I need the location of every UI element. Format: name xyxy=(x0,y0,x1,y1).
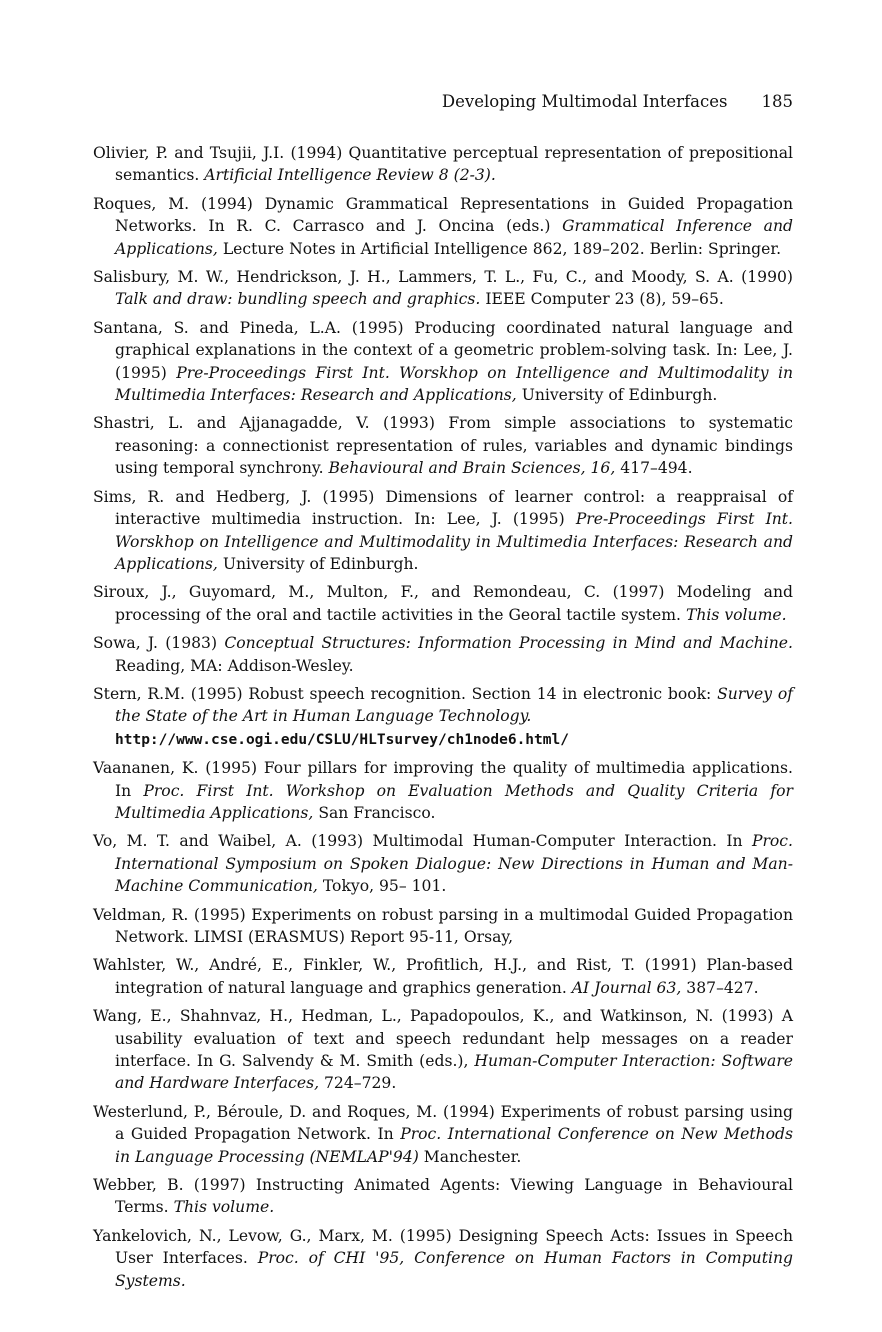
reference-text: Olivier, P. and Tsujii, J.I. (1994) Quantitative perceptual representation of prepositional semantics. xyxy=(93,144,793,185)
reference-title: Proc. of CHI '95, Conference on Human Factors in Computing Systems. xyxy=(115,1249,793,1290)
reference-url-link[interactable]: http://www.cse.ogi.edu/CSLU/HLTsurvey/ch1node6.html/ xyxy=(115,731,569,748)
reference-text: Yankelovich, N., Levow, G., Marx, M. (1995) Designing Speech Acts: Issues in Speech User Interfaces. xyxy=(93,1226,793,1268)
reference-text: Siroux, J., Guyomard, M., Multon, F., and Remondeau, C. (1997) Modeling and processing of the oral and tactile activities in the Georal tactile system. xyxy=(93,583,793,624)
reference-text-tail: Reading, MA: Addison-Wesley. xyxy=(115,656,354,675)
reference-list xyxy=(93,142,793,1298)
reference-text-tail: San Francisco. xyxy=(313,803,436,822)
reference-title: Proc. International Symposium on Spoken Dialogue: New Directions in Human and Man-Machine Communication, xyxy=(115,832,793,896)
reference-text: Veldman, R. (1995) Experiments on robust parsing in a multimodal Guided Propagation Network. LIMSI (ERASMUS) Report 95-11, Orsay, xyxy=(93,905,793,946)
reference-text: Stern, R.M. (1995) Robust speech recognition. Section 14 in electronic book: xyxy=(93,684,718,703)
reference-title: Proc. International Conference on New Methods in Language Processing (NEMLAP'94) xyxy=(115,1125,793,1166)
reference-text: Westerlund, P., Béroule, D. and Roques, M. (1994) Experiments of robust parsing using a Guided Propagation Network. In xyxy=(93,1102,793,1144)
reference-title: Artificial Intelligence Review 8 (2-3). xyxy=(204,166,496,185)
reference-text: Vo, M. T. and Waibel, A. (1993) Multimodal Human-Computer Interaction. In xyxy=(93,832,752,851)
reference-entry xyxy=(93,683,793,751)
reference-text: Webber, B. (1997) Instructing Animated Agents: Viewing Language in Behavioural Terms. xyxy=(93,1176,793,1217)
reference-title: Proc. First Int. Workshop on Evaluation Methods and Quality Criteria for Multimedia Applications, xyxy=(115,781,793,822)
running-title: Developing Multimodal Interfaces xyxy=(441,92,728,111)
reference-entry xyxy=(93,757,793,824)
reference-text: Sims, R. and Hedberg, J. (1995) Dimensions of learner control: a reappraisal of interactive multimedia instruction. In: Lee, J. (1995) xyxy=(93,487,793,529)
reference-title: Pre-Proceedings First Int. Worskhop on Intelligence and Multimodality in Multimedia Interfaces: Research and Applications, xyxy=(115,363,793,405)
reference-entry xyxy=(93,581,793,626)
reference-entry xyxy=(93,1174,793,1219)
reference-entry xyxy=(93,193,793,260)
reference-title: AI Journal 63, xyxy=(571,978,682,997)
reference-text: Sowa, J. (1983) xyxy=(93,634,225,653)
reference-text: Vaananen, K. (1995) Four pillars for improving the quality of multimedia applications. In xyxy=(93,759,793,800)
reference-entry xyxy=(93,266,793,311)
reference-text: Salisbury, M. W., Hendrickson, J. H., Lammers, T. L., Fu, C., and Moody, S. A. (1990) xyxy=(93,268,793,287)
reference-entry xyxy=(93,142,793,187)
reference-text: Wahlster, W., André, E., Finkler, W., Profitlich, H.J., and Rist, T. (1991) Plan-based integration of natural language and graphics generation. xyxy=(93,956,793,997)
reference-entry xyxy=(93,904,793,949)
reference-title: Pre-Proceedings First Int. Worskhop on Intelligence and Multimodality in Multimedia Interfaces: Research and Applications, xyxy=(115,510,793,573)
page-header xyxy=(420,92,793,111)
reference-entry xyxy=(93,632,793,677)
reference-title: Conceptual Structures: Information Processing in Mind and Machine. xyxy=(224,634,793,653)
reference-text: Roques, M. (1994) Dynamic Grammatical Representations in Guided Propagation Networks. In R. C. Carrasco and J. Oncina (eds.) xyxy=(93,194,793,236)
reference-text-tail: University of Edinburgh. xyxy=(217,554,419,573)
reference-title: Grammatical Inference and Applications, xyxy=(115,217,793,258)
reference-entry xyxy=(93,1005,793,1095)
page-number: 185 xyxy=(761,92,793,111)
reference-title: Talk and draw: bundling speech and graphics. xyxy=(115,290,481,309)
reference-entry xyxy=(93,1225,793,1292)
reference-title: Human-Computer Interaction: Software and Hardware Interfaces, xyxy=(115,1052,793,1093)
reference-entry xyxy=(93,486,793,576)
reference-title: Survey of the State of the Art in Human Language Technology. xyxy=(115,684,793,726)
reference-entry xyxy=(93,830,793,897)
reference-entry xyxy=(93,954,793,999)
reference-text-tail: 417–494. xyxy=(615,459,693,478)
reference-text-tail: IEEE Computer 23 (8), 59–65. xyxy=(480,290,724,309)
reference-text-tail: Lecture Notes in Artificial Intelligence 862, 189–202. Berlin: Springer. xyxy=(217,239,782,258)
reference-text: Shastri, L. and Ajjanagadde, V. (1993) From simple associations to systematic reasoning: a connectionist representation of rules, variables and dynamic bindings using temporal synchrony. xyxy=(93,414,793,478)
reference-text: Santana, S. and Pineda, L.A. (1995) Producing coordinated natural language and graphical explanations in the context of a geometric problem-solving task. In: Lee, J. (1995) xyxy=(93,318,793,382)
reference-title: This volume. xyxy=(685,605,787,624)
reference-text-tail: Manchester. xyxy=(418,1147,522,1166)
reference-text-tail: Tokyo, 95– 101. xyxy=(317,877,447,896)
reference-title: Behavioural and Brain Sciences, 16, xyxy=(328,459,616,478)
reference-title: This volume. xyxy=(173,1198,275,1217)
reference-text: Wang, E., Shahnvaz, H., Hedman, L., Papadopoulos, K., and Watkinson, N. (1993) A usability evaluation of text and speech redundant help messages on a reader interface. In G. Salvendy & M. Smith (eds.), xyxy=(93,1007,793,1071)
reference-text-tail: 724–729. xyxy=(319,1074,397,1093)
reference-text-tail: University of Edinburgh. xyxy=(516,386,718,405)
reference-text-tail: 387–427. xyxy=(681,978,759,997)
reference-entry xyxy=(93,317,793,407)
reference-entry xyxy=(93,412,793,479)
reference-entry xyxy=(93,1101,793,1168)
